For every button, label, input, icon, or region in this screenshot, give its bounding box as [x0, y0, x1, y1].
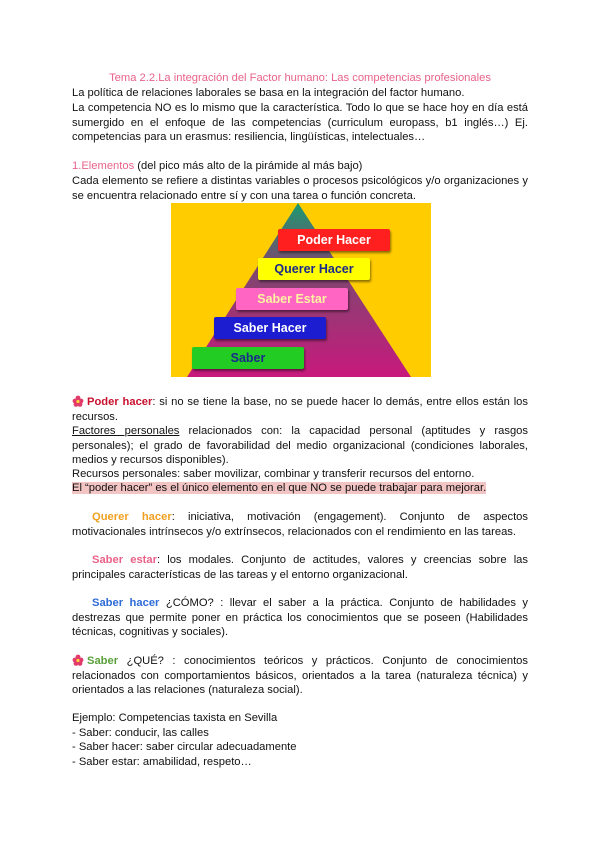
pyramid-label-text: Saber — [230, 351, 266, 365]
factores-paragraph — [72, 424, 528, 468]
flower-icon — [72, 395, 84, 407]
example-block — [72, 711, 528, 769]
querer-hacer-paragraph — [72, 510, 528, 539]
factores-term: Factores personales — [72, 425, 180, 437]
example-item: - Saber estar: amabilidad, respeto… — [72, 755, 252, 768]
pyramid-label-querer-hacer — [258, 258, 370, 280]
saber-estar-paragraph — [72, 553, 528, 582]
saber-hacer-text: ¿CÓMO? : llevar el saber a la práctica. Conjunto de habilidades y destrezas que permite poner en práctica los conocimientos que se poseen (Habilidades técnicas, cognitivas y sociales). — [72, 597, 529, 639]
saber-term: Saber — [87, 655, 119, 667]
pyramid-label-saber — [192, 347, 304, 369]
saber-estar-term: Saber estar — [92, 554, 157, 566]
querer-hacer-term: Querer hacer — [92, 511, 172, 523]
poder-hacer-text: : si no se tiene la base, no se puede hacer lo demás, entre ellos están los recursos. — [72, 396, 528, 423]
flower-icon — [72, 654, 84, 666]
pyramid-label-saber-hacer — [214, 317, 326, 339]
saber-estar-text: : los modales. Conjunto de actitudes, valores y creencias sobre las principales características de las tareas y el entorno organizacional. — [72, 554, 528, 581]
pyramid-label-saber-estar — [236, 288, 348, 310]
pyramid-label-text: Saber Estar — [257, 292, 327, 306]
saber-hacer-paragraph — [72, 596, 528, 640]
saber-paragraph — [72, 654, 528, 698]
intro-paragraph-1: La política de relaciones laborales se basa en la integración del factor humano. — [72, 87, 465, 99]
saber-hacer-term: Saber hacer — [92, 597, 160, 609]
competencies-pyramid — [171, 203, 431, 377]
example-item: - Saber: conducir, las calles — [72, 726, 209, 739]
example-item: - Saber hacer: saber circular adecuadamente — [72, 741, 297, 754]
highlight-paragraph — [72, 481, 528, 496]
pyramid-label-text: Saber Hacer — [233, 321, 307, 335]
section-1-title: 1.Elementos — [72, 160, 135, 172]
document-title: Tema 2.2.La integración del Factor humano: Las competencias profesionales — [109, 72, 491, 84]
section-1-heading — [72, 159, 528, 174]
pyramid-label-text: Querer Hacer — [274, 262, 354, 276]
pyramid-label-poder-hacer — [278, 229, 390, 251]
factores-text: relacionados con: la capacidad personal (aptitudes y rasgos personales); el grado de favorabilidad del medio organizacional (condiciones laborales, medios y recursos disponibles). — [72, 425, 528, 467]
recursos-paragraph: Recursos personales: saber movilizar, combinar y transferir recursos del entorno. — [72, 468, 475, 480]
querer-hacer-text: : iniciativa, motivación (engagement). Conjunto de aspectos motivacionales intrínsecos y/o extrínsecos, relacionados con el rendimiento en las tareas. — [72, 511, 528, 538]
section-1-note: (del pico más alto de la pirámide al más bajo) — [134, 160, 363, 172]
poder-hacer-term: Poder hacer — [87, 396, 153, 408]
section-1-text: Cada elemento se refiere a distintas variables o procesos psicológicos y/o organizaciones y se encuentra relacionado entre sí y con una tarea o función concreta. — [72, 175, 528, 202]
example-heading: Ejemplo: Competencias taxista en Sevilla — [72, 712, 278, 724]
poder-hacer-paragraph — [72, 395, 528, 424]
highlight-text: El “poder hacer” es el único elemento en el que NO se puede trabajar para mejorar. — [72, 482, 487, 494]
intro-paragraph-2: La competencia NO es lo mismo que la característica. Todo lo que se hace hoy en día está sumergido en el enfoque de las competencias (curriculum europass, b1 inglés…) Ej. competencias para un erasmus: resiliencia, lingüísticas, intelectuales… — [72, 102, 528, 144]
pyramid-label-text: Poder Hacer — [297, 233, 371, 247]
saber-text: ¿QUÉ? : conocimientos teóricos y prácticos. Conjunto de conocimientos relacionados con comportamientos básicos, orientados a la tarea (naturaleza técnica) y orientados a las relaciones (naturaleza social). — [72, 655, 528, 697]
